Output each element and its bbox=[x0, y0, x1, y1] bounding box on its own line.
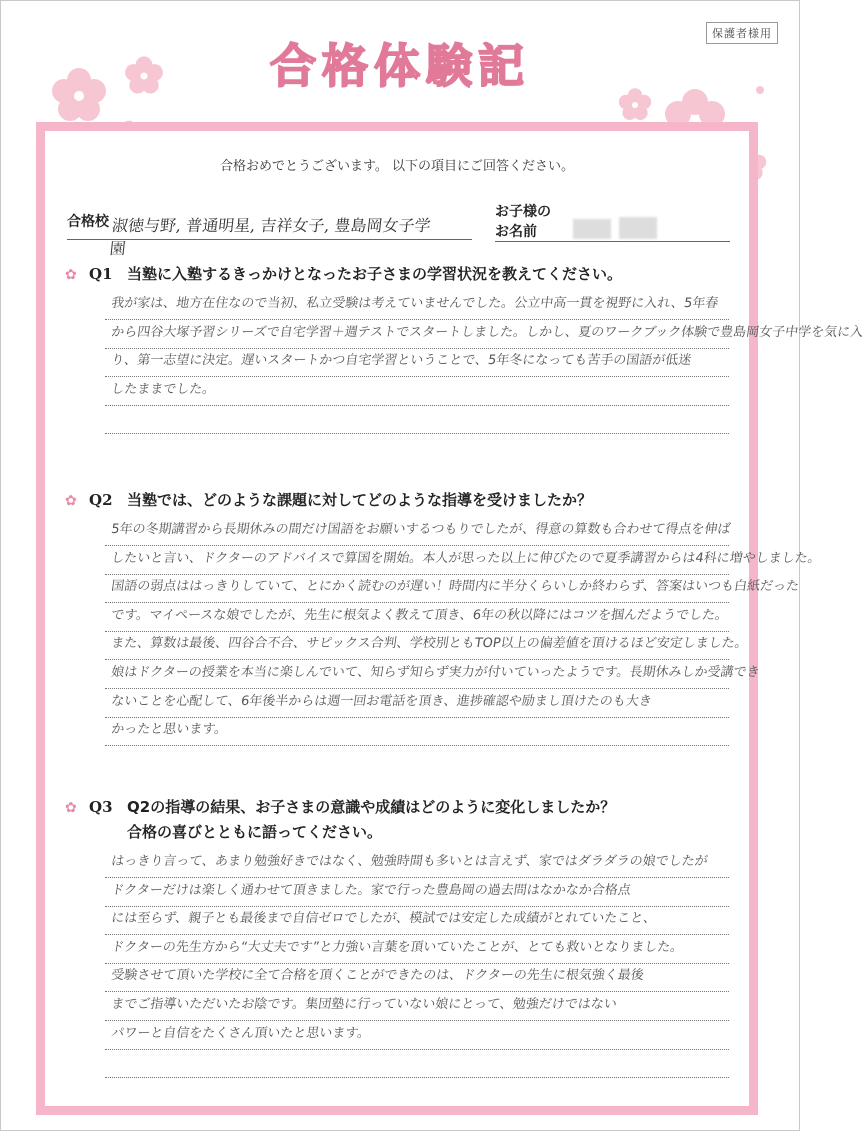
answer-line: 国語の弱点ははっきりしていて、とにかく読むのが遅い！時間内に半分くらいしか終わらず、答案はいつも白紙だった bbox=[105, 574, 733, 603]
child-name-label-line2: お名前 bbox=[495, 224, 537, 240]
question-text: 当塾に入塾するきっかけとなったお子さまの学習状況を教えてください。 bbox=[127, 265, 623, 283]
answer-line: から四谷大塚予習シリーズで自宅学習＋週テストでスタートしました。しかし、夏のワークブック体験で豊島岡女子中学を気に入 bbox=[105, 320, 733, 349]
flower-bullet-icon: ✿ bbox=[65, 493, 77, 509]
answer-line bbox=[105, 405, 733, 434]
question-number: Q1 bbox=[89, 265, 113, 283]
question-text: Q2の指導の結果、お子さまの意識や成績はどのように変化しましたか？ bbox=[127, 798, 616, 816]
answer-line: ドクターだけは楽しく通わせて頂きました。家で行った豊島岡の過去問はなかなか合格点 bbox=[105, 878, 733, 907]
answer-3-lines bbox=[107, 849, 731, 1078]
child-name-label-line1: お子様の bbox=[495, 204, 551, 220]
page-title: 合格体験記 bbox=[270, 39, 530, 93]
answer-line: また、算数は最後、四谷合不合、サピックス合判、学校別ともTOP以上の偏差値を頂けるほど安定しました。 bbox=[105, 631, 733, 660]
question-3 bbox=[65, 796, 729, 842]
answer-line: 我が家は、地方在住なので当初、私立受験は考えていませんでした。公立中高一貫を視野に入れ、5年春 bbox=[105, 291, 733, 320]
answer-line: り、第一志望に決定。遅いスタートかつ自宅学習ということで、5年冬になっても苦手の国語が低迷 bbox=[105, 348, 733, 377]
school-value: 淑徳与野, 普通明星, 吉祥女子, 豊島岡女子学園 bbox=[108, 216, 432, 258]
child-name-redacted bbox=[573, 219, 611, 239]
question-number: Q3 bbox=[89, 798, 113, 816]
answer-1-lines bbox=[107, 291, 865, 434]
flower-bullet-icon: ✿ bbox=[65, 800, 77, 816]
answer-line: 5年の冬期講習から長期休みの間だけ国語をお願いするつもりでしたが、得意の算数も合わせて得点を伸ば bbox=[105, 517, 733, 546]
question-2 bbox=[65, 489, 729, 510]
answer-line: 娘はドクターの授業を本当に楽しんでいて、知らず知らず実力が付いていったようです。長期休みしか受講でき bbox=[105, 660, 733, 689]
child-name-redacted-2 bbox=[619, 217, 657, 239]
answer-line: ドクターの先生方から“大丈夫です”と力強い言葉を頂いていたことが、とても救いとなりました。 bbox=[105, 935, 733, 964]
answer-line: 受験させて頂いた学校に全て合格を頂くことができたのは、ドクターの先生に根気強く最後 bbox=[105, 963, 733, 992]
question-1 bbox=[65, 263, 729, 284]
answer-line: はっきり言って、あまり勉強好きではなく、勉強時間も多いとは言えず、家ではダラダラの娘でしたが bbox=[105, 849, 733, 878]
child-name-underline bbox=[495, 241, 730, 242]
answer-line: ないことを心配して、6年後半からは週一回お電話を頂き、進捗確認や励まし頂けたのも大き bbox=[105, 689, 733, 718]
school-underline bbox=[67, 239, 472, 240]
answer-line: したままでした。 bbox=[105, 377, 733, 406]
guardian-badge: 保護者様用 bbox=[706, 22, 778, 44]
flower-bullet-icon: ✿ bbox=[65, 267, 77, 283]
question-text: 当塾では、どのような課題に対してどのような指導を受けましたか？ bbox=[127, 491, 593, 509]
answer-line: かったと思います。 bbox=[105, 717, 733, 746]
intro-text: 合格おめでとうございます。 以下の項目にご回答ください。 bbox=[219, 159, 575, 174]
answer-line: です。マイペースな娘でしたが、先生に根気よく教えて頂き、6年の秋以降にはコツを掴んだようでした。 bbox=[105, 603, 733, 632]
school-label: 合格校 bbox=[67, 214, 109, 230]
answer-2-lines bbox=[107, 517, 822, 746]
answer-line: パワーと自信をたくさん頂いたと思います。 bbox=[105, 1021, 733, 1050]
answer-line: したいと言い、ドクターのアドバイスで算国を開始。本人が思った以上に伸びたので夏季講習からは4科に増やしました。 bbox=[105, 546, 733, 575]
answer-frame bbox=[36, 122, 865, 1115]
question-subtext: 合格の喜びとともに語ってください。 bbox=[127, 823, 383, 841]
answer-line bbox=[105, 1049, 733, 1078]
answer-line: には至らず、親子とも最後まで自信ゼロでしたが、模試では安定した成績がとれていたこと、 bbox=[105, 906, 733, 935]
question-number: Q2 bbox=[89, 491, 113, 509]
answer-line: までご指導いただいたお陰です。集団塾に行っていない娘にとって、勉強だけではない bbox=[105, 992, 733, 1021]
